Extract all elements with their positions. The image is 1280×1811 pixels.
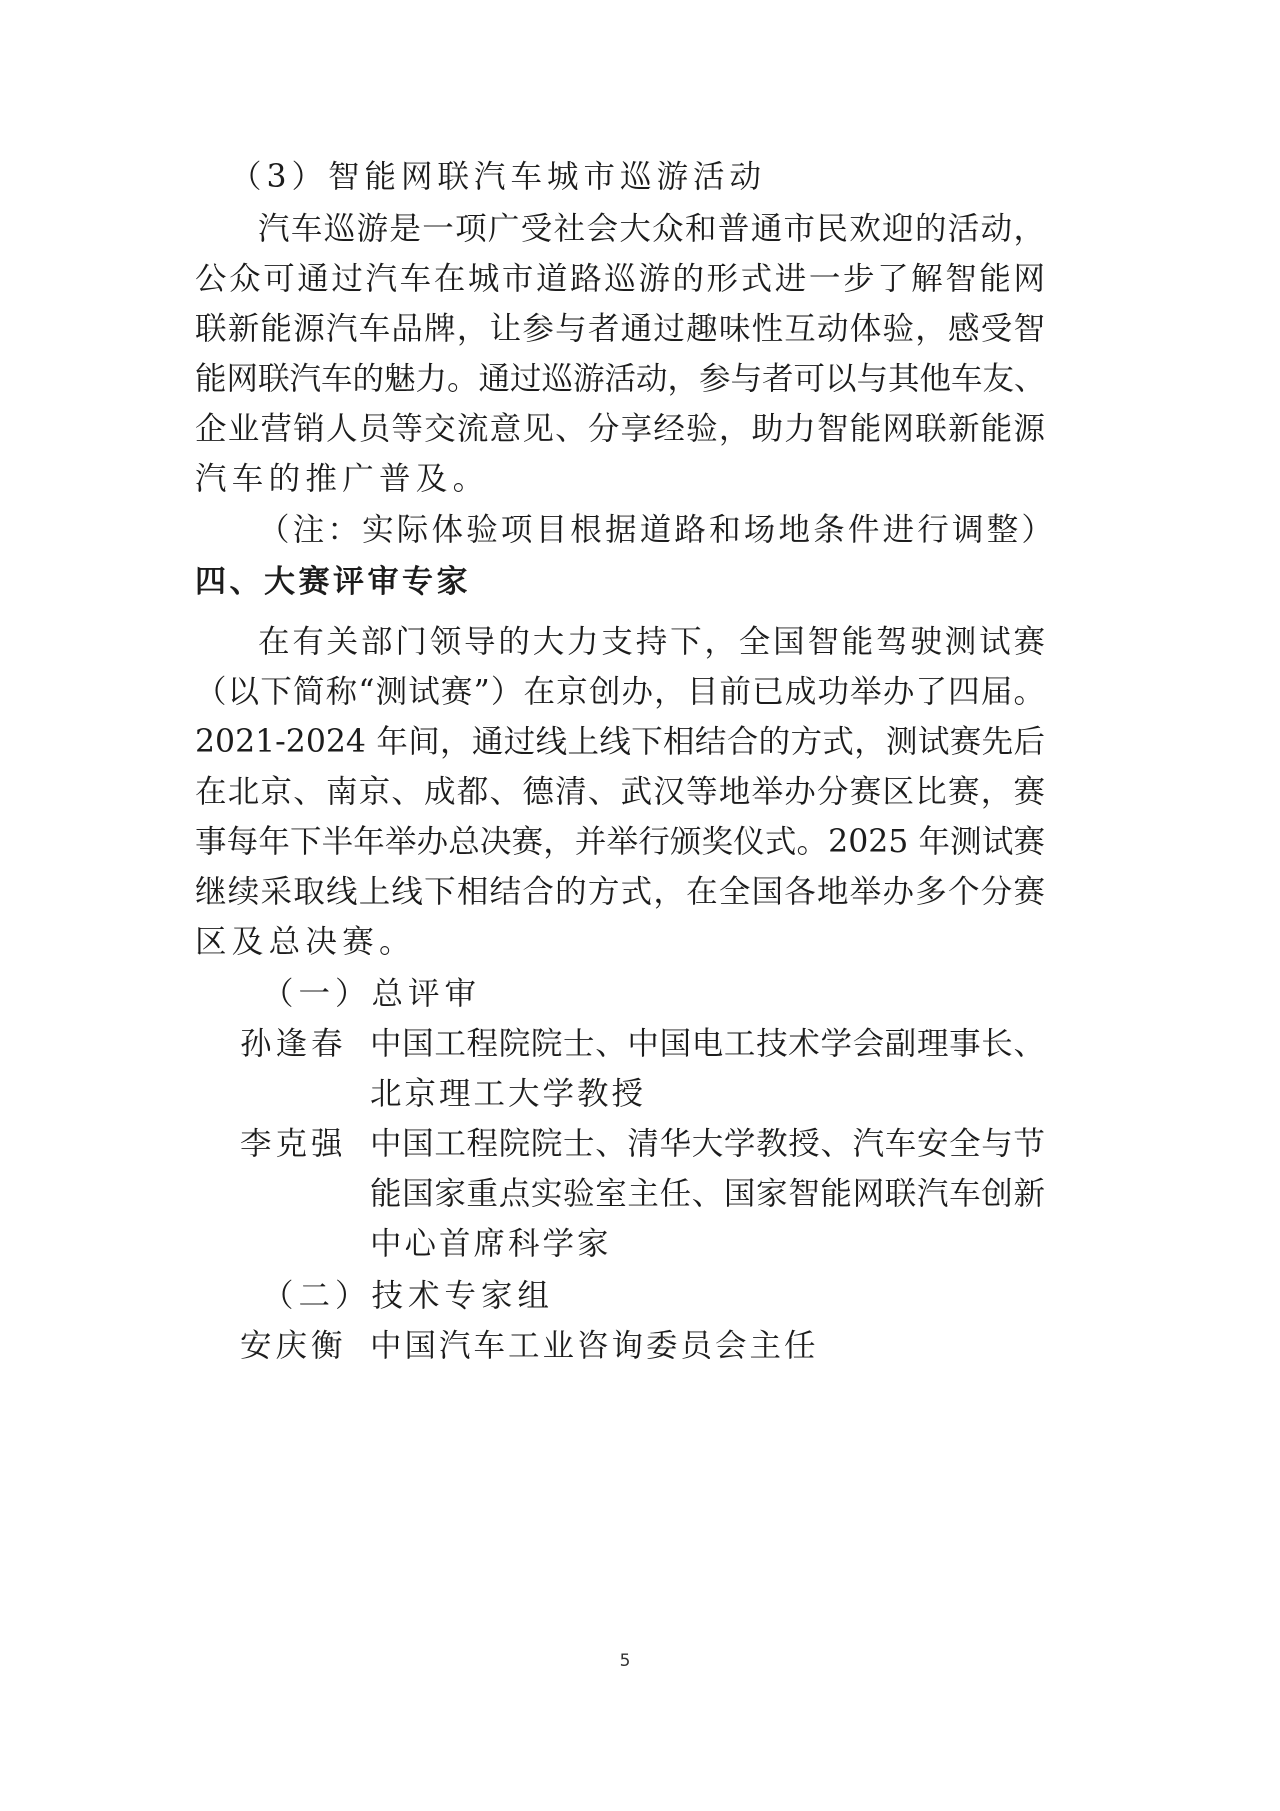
member-name: 孙逢春 [240, 1026, 347, 1062]
member-name: 安庆衡 [240, 1328, 347, 1364]
member-name: 李克强 [240, 1126, 347, 1162]
item-3-title: （3）智能网联汽车城市巡游活动 [230, 159, 767, 195]
paragraph-line: 联新能源汽车品牌，让参与者通过趣味性互动体验，感受智 [195, 311, 1045, 347]
member-desc-line: 北京理工大学教授 [370, 1076, 647, 1112]
paragraph-line: 汽车的推广普及。 [195, 461, 490, 497]
paragraph-line: 公众可通过汽车在城市道路巡游的形式进一步了解智能网 [195, 261, 1045, 297]
section-heading: 四、大赛评审专家 [195, 564, 471, 600]
group-2-title: （二）技术专家组 [262, 1278, 555, 1314]
member-desc-line: 中国工程院院士、中国电工技术学会副理事长、 [370, 1026, 1045, 1062]
paragraph-line: 2021-2024 年间，通过线上线下相结合的方式，测试赛先后 [195, 724, 1045, 760]
paragraph-line: 继续采取线上线下相结合的方式，在全国各地举办多个分赛 [195, 874, 1045, 910]
paragraph-line: 能网联汽车的魅力。通过巡游活动，参与者可以与其他车友、 [195, 361, 1046, 397]
page-number: 5 [619, 1651, 631, 1671]
paragraph-line: （以下简称“测试赛”）在京创办，目前已成功举办了四届。 [195, 674, 1045, 710]
member-desc-line: 中国工程院院士、清华大学教授、汽车安全与节 [370, 1126, 1045, 1162]
group-1-title: （一）总评审 [262, 976, 482, 1012]
paragraph-line: 汽车巡游是一项广受社会大众和普通市民欢迎的活动， [258, 211, 1045, 247]
note: （注：实际体验项目根据道路和场地条件进行调整） [258, 512, 1057, 548]
paragraph-line: 区及总决赛。 [195, 924, 416, 960]
member-desc-line: 中心首席科学家 [370, 1226, 612, 1262]
member-desc-line: 能国家重点实验室主任、国家智能网联汽车创新 [370, 1176, 1045, 1212]
paragraph-line: 在北京、南京、成都、德清、武汉等地举办分赛区比赛，赛 [195, 774, 1045, 810]
paragraph-line: 企业营销人员等交流意见、分享经验，助力智能网联新能源 [195, 411, 1045, 447]
member-desc-line: 中国汽车工业咨询委员会主任 [370, 1328, 819, 1364]
paragraph-line: 事每年下半年举办总决赛，并举行颁奖仪式。2025 年测试赛 [195, 824, 1045, 860]
paragraph-line: 在有关部门领导的大力支持下，全国智能驾驶测试赛 [258, 624, 1045, 660]
